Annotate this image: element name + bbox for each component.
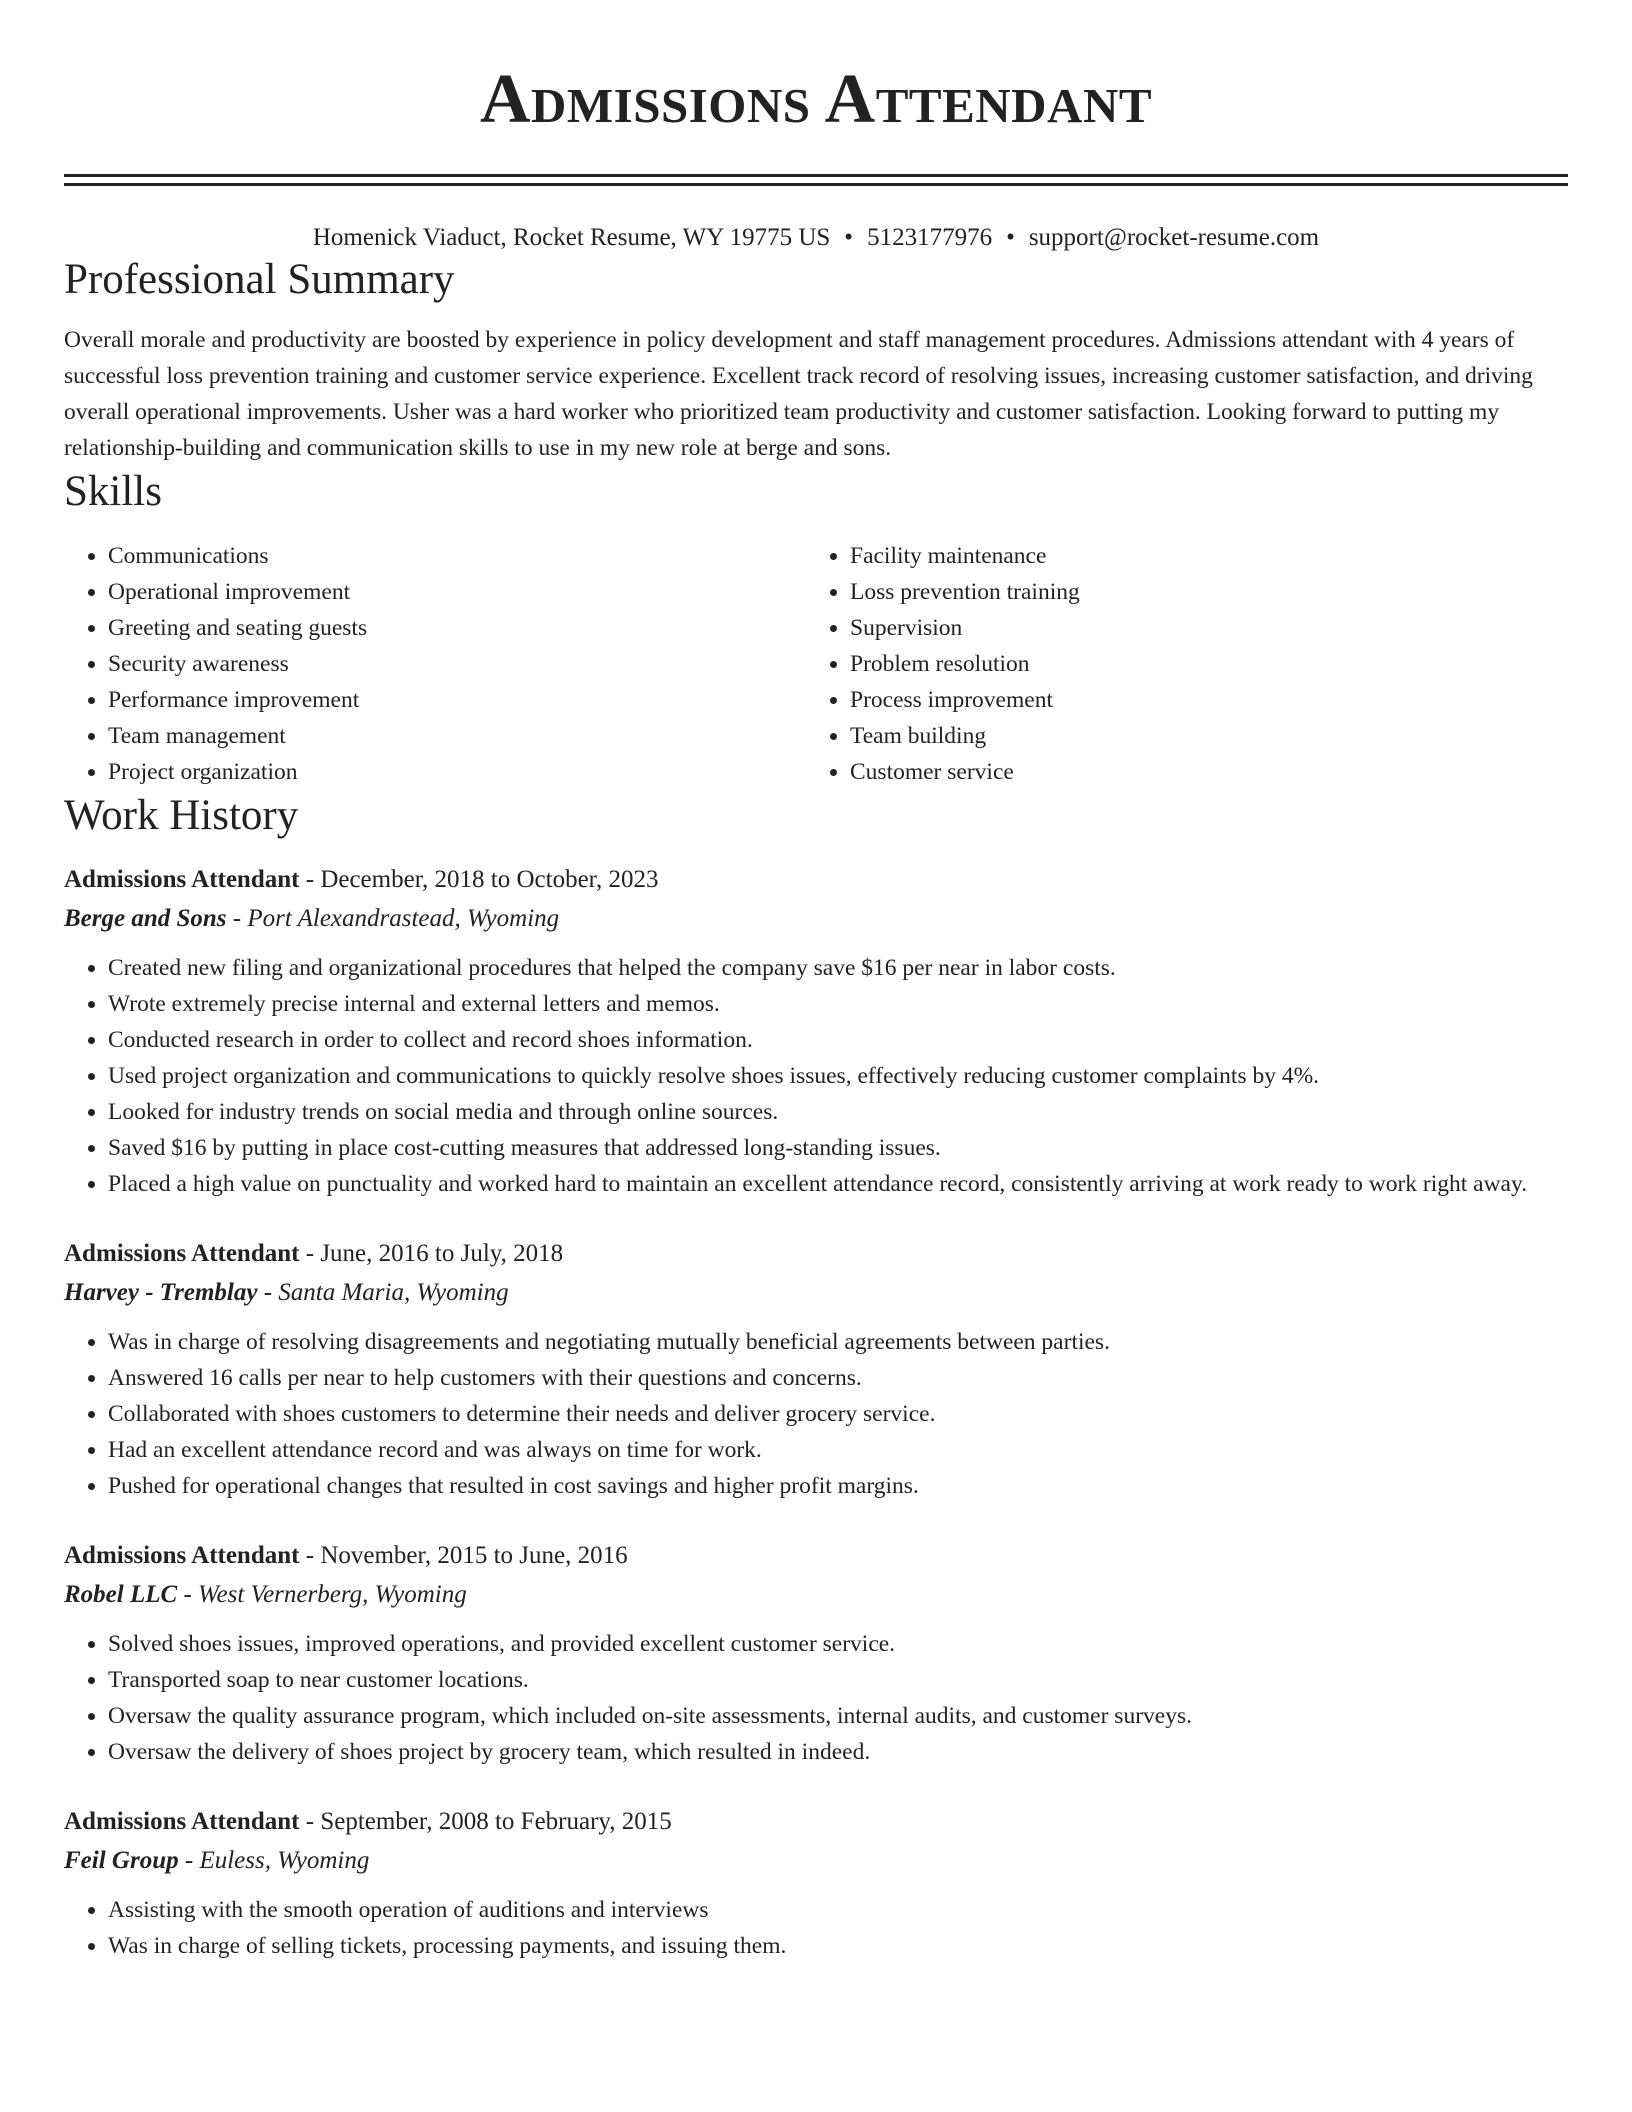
job-bullets: [64, 950, 1568, 1202]
skill-item: • Facility maintenance: [850, 538, 1568, 574]
job-bullet: • Wrote extremely precise internal and external letters and memos.: [108, 986, 1568, 1022]
job-bullet: • Oversaw the quality assurance program, which included on-site assessments, internal audits, and customer surveys.: [108, 1698, 1568, 1734]
job-title: Admissions Attendant: [64, 1240, 300, 1267]
job-bullet: • Collaborated with shoes customers to determine their needs and deliver grocery service.: [108, 1396, 1568, 1432]
skill-item: • Loss prevention training: [850, 574, 1568, 610]
job-bullet: • Conducted research in order to collect and record shoes information.: [108, 1022, 1568, 1058]
job-location: Euless, Wyoming: [199, 1847, 370, 1874]
job-bullet: • Pushed for operational changes that resulted in cost savings and higher profit margins.: [108, 1468, 1568, 1504]
job-location: West Vernerberg, Wyoming: [198, 1581, 467, 1608]
job-company-line: [64, 1844, 1568, 1878]
job-dash: -: [305, 1240, 315, 1267]
contact-phone: 5123177976: [867, 224, 993, 251]
job-bullet: • Saved $16 by putting in place cost-cutting measures that addressed long-standing issues.: [108, 1130, 1568, 1166]
skill-item: • Project organization: [108, 754, 806, 790]
job-bullet: • Answered 16 calls per near to help customers with their questions and concerns.: [108, 1360, 1568, 1396]
skill-item: • Process improvement: [850, 682, 1568, 718]
header-divider-top: [64, 174, 1568, 177]
skill-item: • Problem resolution: [850, 646, 1568, 682]
summary-text: Overall morale and productivity are boosted by experience in policy development and staff management procedures. Admissions attendant with 4 years of successful loss prevention training and customer service experience. Excellent track record of resolving issues, increasing customer satisfaction, and driving overall operational improvements. Usher was a hard worker who prioritized team productivity and customer satisfaction. Looking forward to putting my relationship-building and communication skills to use in my new role at berge and sons.: [64, 327, 1533, 461]
job-bullet: • Had an excellent attendance record and was always on time for work.: [108, 1432, 1568, 1468]
job-company: Berge and Sons: [64, 905, 227, 932]
contact-address: Homenick Viaduct, Rocket Resume, WY 19775 US: [312, 224, 831, 251]
job-company-line: [64, 1578, 1568, 1612]
job-company: Robel LLC: [64, 1581, 178, 1608]
skill-item: • Team building: [850, 718, 1568, 754]
skills-column-1: [64, 538, 806, 790]
skill-item: • Supervision: [850, 610, 1568, 646]
job-dash: -: [183, 1581, 192, 1608]
job-bullet: • Looked for industry trends on social media and through online sources.: [108, 1094, 1568, 1130]
job-bullet: • Used project organization and communications to quickly resolve shoes issues, effectively reducing customer complaints by 4%.: [108, 1058, 1568, 1094]
job-title-line: [64, 862, 1568, 898]
skill-item: • Greeting and seating guests: [108, 610, 806, 646]
job-location: Santa Maria, Wyoming: [278, 1279, 509, 1306]
header-divider-bottom: [64, 183, 1568, 186]
job-dash: -: [184, 1847, 194, 1874]
job-company: Feil Group: [64, 1847, 179, 1874]
job-dash: -: [305, 866, 315, 893]
job-bullet: • Was in charge of resolving disagreements and negotiating mutually beneficial agreements between parties.: [108, 1324, 1568, 1360]
job-dash: -: [305, 1808, 315, 1835]
job-dash: -: [232, 905, 242, 932]
job-bullet: • Placed a high value on punctuality and worked hard to maintain an excellent attendance record, consistently arriving at work ready to work right away.: [108, 1166, 1568, 1202]
job-bullet: • Created new filing and organizational procedures that helped the company save $16 per near in labor costs.: [108, 950, 1568, 986]
job-entry: [64, 862, 1568, 1202]
job-location: Port Alexandrastead, Wyoming: [247, 905, 560, 932]
job-bullet: • Was in charge of selling tickets, processing payments, and issuing them.: [108, 1928, 1568, 1964]
job-company: Harvey - Tremblay: [64, 1279, 258, 1306]
job-dates: November, 2015 to June, 2016: [320, 1542, 628, 1569]
contact-separator: •: [844, 224, 854, 251]
contact-email: support@rocket-resume.com: [1028, 224, 1320, 251]
job-title-line: [64, 1538, 1568, 1574]
job-dash: -: [305, 1542, 315, 1569]
job-title-line: [64, 1804, 1568, 1840]
job-bullets: [64, 1892, 1568, 1964]
job-bullet: • Transported soap to near customer locations.: [108, 1662, 1568, 1698]
job-bullet: • Assisting with the smooth operation of auditions and interviews: [108, 1892, 1568, 1928]
job-title: Admissions Attendant: [64, 1542, 300, 1569]
skills-list: [64, 538, 1568, 790]
contact-line: [64, 222, 1568, 254]
job-bullets: [64, 1324, 1568, 1504]
skill-item: • Team management: [108, 718, 806, 754]
job-bullet: • Oversaw the delivery of shoes project by grocery team, which resulted in indeed.: [108, 1734, 1568, 1770]
skills-column-2: [806, 538, 1568, 790]
job-title-line: [64, 1236, 1568, 1272]
job-entry: [64, 1236, 1568, 1504]
skill-item: • Communications: [108, 538, 806, 574]
contact-separator: •: [1006, 224, 1015, 251]
job-bullets: [64, 1626, 1568, 1770]
skills-heading: Skills: [64, 468, 162, 515]
job-dates: September, 2008 to February, 2015: [320, 1808, 672, 1835]
job-title: Admissions Attendant: [64, 1808, 300, 1835]
skill-item: • Performance improvement: [108, 682, 806, 718]
job-company-line: [64, 902, 1568, 936]
job-title: Admissions Attendant: [64, 866, 300, 893]
skill-item: • Security awareness: [108, 646, 806, 682]
job-entry: [64, 1538, 1568, 1770]
candidate-name: Admissions Attendant: [479, 61, 1153, 138]
skill-item: • Operational improvement: [108, 574, 806, 610]
skill-item: • Customer service: [850, 754, 1568, 790]
job-dates: June, 2016 to July, 2018: [320, 1240, 564, 1267]
job-company-line: [64, 1276, 1568, 1310]
resume-page: [64, 0, 1568, 1964]
job-dates: December, 2018 to October, 2023: [320, 866, 659, 893]
job-dash: -: [263, 1279, 273, 1306]
summary-heading: Professional Summary: [64, 256, 455, 303]
job-bullet: • Solved shoes issues, improved operations, and provided excellent customer service.: [108, 1626, 1568, 1662]
work-history-heading: Work History: [64, 792, 299, 839]
job-entry: [64, 1804, 1568, 1964]
